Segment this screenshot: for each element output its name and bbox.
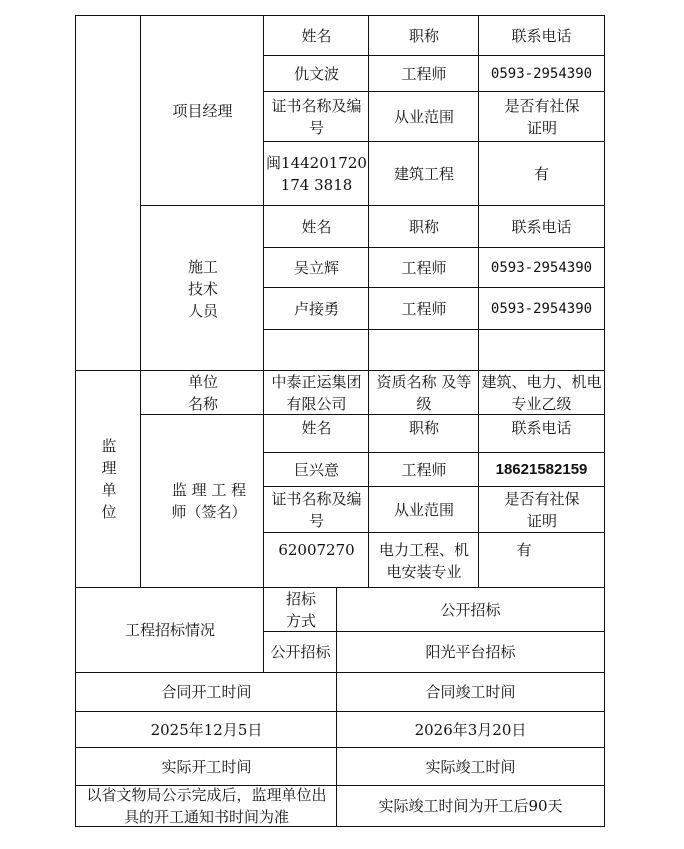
sup-scope: 电力工程、机电安装专业 bbox=[378, 541, 469, 581]
supervision-qual-value: 建筑、电力、机电专业乙级 bbox=[481, 373, 602, 413]
tech-row-2-phone: 0593-2954390 bbox=[490, 301, 593, 317]
sup-cert-header: 证书名称及编号 bbox=[271, 490, 362, 530]
bidding-open-label: 公开招标 bbox=[270, 643, 331, 661]
tech-header-phone: 联系电话 bbox=[511, 218, 572, 236]
tech-row-2-title: 工程师 bbox=[401, 300, 447, 318]
supervision-qual-label: 资质名称 及等级 bbox=[376, 373, 472, 413]
tech-section-label: 施工技术人员 bbox=[187, 257, 218, 320]
sup-name: 巨兴意 bbox=[293, 461, 339, 479]
sup-header-phone: 联系电话 bbox=[511, 419, 572, 437]
pm-name: 仇文波 bbox=[293, 65, 339, 83]
sup-header-title: 职称 bbox=[408, 419, 439, 437]
sup-phone: 18621582159 bbox=[495, 461, 588, 478]
sup-social-header: 是否有社保证明 bbox=[504, 490, 580, 530]
supervision-company-name: 中泰正运集团有限公司 bbox=[271, 373, 362, 413]
supervision-unit-label: 监理单位 bbox=[101, 437, 117, 521]
sup-title: 工程师 bbox=[401, 461, 447, 479]
pm-header-title: 职称 bbox=[408, 27, 439, 45]
bidding-method-label: 招标方式 bbox=[285, 589, 316, 630]
contract-start-label: 合同开工时间 bbox=[161, 683, 252, 701]
pm-title: 工程师 bbox=[401, 65, 447, 83]
contract-end-date: 2026年3月20日 bbox=[414, 721, 527, 739]
bidding-label: 工程招标情况 bbox=[124, 620, 215, 639]
sup-cert-number: 62007270 bbox=[278, 541, 355, 559]
tech-row-2-name: 卢接勇 bbox=[293, 300, 339, 318]
contract-start-date: 2025年12月5日 bbox=[150, 721, 263, 739]
sup-social: 有 bbox=[516, 541, 532, 559]
sup-scope-header: 从业范围 bbox=[393, 501, 454, 519]
supervision-company-label: 单位名称 bbox=[187, 373, 218, 413]
actual-end-value: 实际竣工时间为开工后90天 bbox=[378, 797, 563, 815]
supervision-engineer-label: 监 理 工 程 师（签名） bbox=[171, 481, 247, 521]
sup-header-name: 姓名 bbox=[301, 419, 332, 437]
pm-cert-number: 闽144201720174 3818 bbox=[266, 154, 367, 194]
pm-social-header: 是否有社保证明 bbox=[504, 97, 580, 137]
bidding-method-value: 公开招标 bbox=[440, 600, 501, 619]
pm-social: 有 bbox=[533, 165, 549, 183]
tech-header-name: 姓名 bbox=[301, 218, 332, 236]
pm-scope-header: 从业范围 bbox=[393, 108, 454, 126]
tech-header-title: 职称 bbox=[408, 218, 439, 236]
pm-phone: 0593-2954390 bbox=[490, 66, 593, 82]
pm-section-label: 项目经理 bbox=[172, 102, 233, 120]
tech-row-1-title: 工程师 bbox=[401, 259, 447, 277]
tech-row-1-name: 吴立辉 bbox=[293, 259, 339, 277]
pm-cert-header: 证书名称及编号 bbox=[271, 97, 362, 137]
actual-start-label: 实际开工时间 bbox=[161, 758, 252, 776]
actual-start-value: 以省文物局公示完成后，监理单位出具的开工通知书时间为准 bbox=[86, 786, 327, 826]
pm-scope: 建筑工程 bbox=[393, 165, 454, 183]
pm-header-phone: 联系电话 bbox=[511, 27, 572, 45]
actual-end-label: 实际竣工时间 bbox=[425, 758, 516, 776]
pm-header-name: 姓名 bbox=[301, 27, 332, 45]
tech-row-1-phone: 0593-2954390 bbox=[490, 260, 593, 276]
contract-end-label: 合同竣工时间 bbox=[425, 683, 516, 701]
bidding-open-value: 阳光平台招标 bbox=[425, 643, 516, 661]
